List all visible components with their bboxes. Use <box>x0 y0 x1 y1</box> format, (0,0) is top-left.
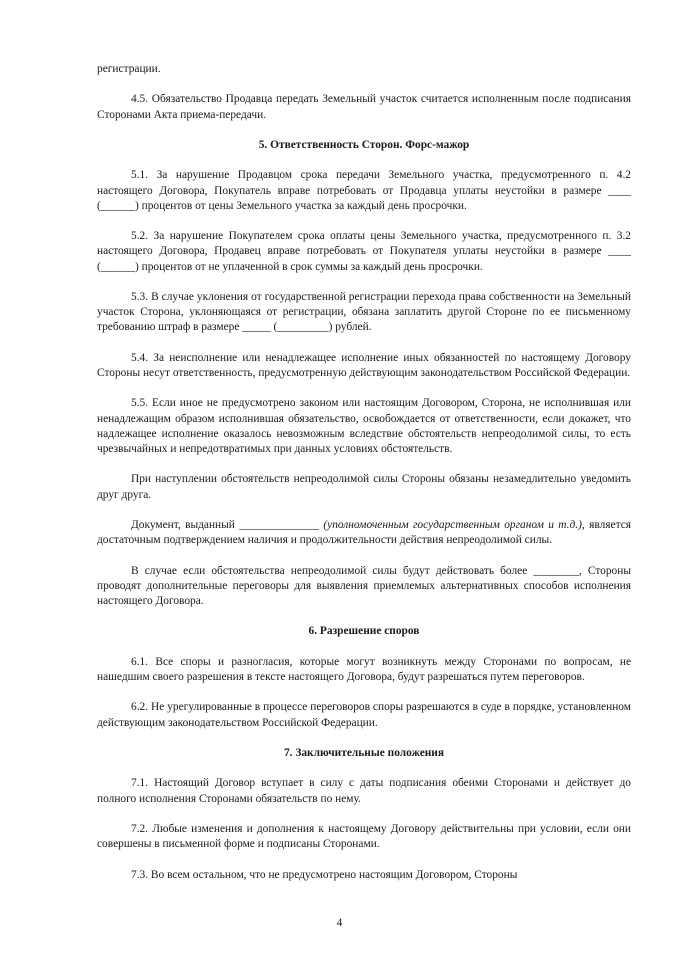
paragraph-5-4: 5.4. За неисполнение или ненадлежащее исполнение иных обязанностей по настоящему Договору Стороны несут ответственность, предусмотренную действующим законодательством Российской Федерации. <box>97 351 631 379</box>
paragraph-7-1: 7.1. Настоящий Договор вступает в силу с даты подписания обеими Сторонами и действует до полного исполнения Сторонами обязательств по нему. <box>97 777 631 805</box>
paragraph-7-2: 7.2. Любые изменения и дополнения к настоящему Договору действительны при условии, если они совершены в письменной форме и подписаны Сторонами. <box>97 822 631 851</box>
paragraph-7-3: 7.3. Во всем остальном, что не предусмотрено настоящим Договором, Стороны <box>131 868 518 881</box>
paragraph-5-2: 5.2. За нарушение Покупателем срока оплаты цены Земельного участка, предусмотренного п. 3.2 настоящего Договора, Продавец вправе потребовать от Покупателя уплаты неустойки в размере ____ (______) процентов от не уплаченной в срок суммы за каждый день просрочки. <box>97 230 631 273</box>
paragraph-6-2: 6.2. Не урегулированные в процессе переговоров споры разрешаются в суде в порядке, установленном действующим законодательством Российской Федерации. <box>97 701 631 729</box>
paragraph-4-5: 4.5. Обязательство Продавца передать Земельный участок считается исполненным после подписания Сторонами Акта приема-передачи. <box>97 93 631 121</box>
section-7-title: 7. Заключительные положения <box>283 746 445 759</box>
document-confirmation-text: является достаточным подтверждением наличия и продолжительности действия непреодолимой силы. <box>97 518 631 547</box>
paragraph-6-1: 6.1. Все споры и разногласия, которые могут возникнуть между Сторонами по вопросам, не нашедшим своего разрешения в тексте настоящего Договора, будут разрешаться путем переговоров. <box>97 655 631 683</box>
paragraph-force-majeure-notice: При наступлении обстоятельств непреодолимой силы Стороны обязаны незамедлительно уведомить друг друга. <box>97 473 631 501</box>
document-body <box>97 62 631 883</box>
paragraph-5-3: 5.3. В случае уклонения от государственной регистрации перехода права собственности на Земельный участок Сторона, уклоняющаяся от регистрации, обязана заплатить другой Стороне по ее письменному требованию штраф в размере _____ (_________) рублей. <box>97 290 631 334</box>
document-issued-text: Документ, выданный ______________ <box>131 518 324 531</box>
paragraph-continuation: регистрации. <box>97 63 161 75</box>
section-6-title: 6. Разрешение споров <box>308 625 420 638</box>
paragraph-5-5: 5.5. Если иное не предусмотрено законом или настоящим Договором, Сторона, не исполнившая или ненадлежащим образом исполнившая обязательство, освобождается от ответственности, если докажет, что надлежащее исполнение оказалось невозможным вследствие обстоятельств непреодолимой силы, то есть чрезвычайных и непредотвратимых при данных условиях обстоятельств. <box>97 397 631 455</box>
paragraph-force-majeure-document <box>97 518 631 548</box>
document-issuer-note: (уполномоченным государственным органом и т.д.), <box>323 518 585 531</box>
page-number: 4 <box>336 917 343 929</box>
paragraph-force-majeure-duration: В случае если обстоятельства непреодолимой силы будут действовать более ________, Стороны проводят дополнительные переговоры для выявления приемлемых альтернативных способов исполнения настоящего Договора. <box>97 564 631 607</box>
paragraph-5-1: 5.1. За нарушение Продавцом срока передачи Земельного участка, предусмотренного п. 4.2 настоящего Договора, Покупатель вправе потребовать от Продавца уплаты неустойки в размере ____ (______) процентов от цены Земельного участка за каждый день просрочки. <box>97 169 631 212</box>
section-5-title: 5. Ответственность Сторон. Форс-мажор <box>258 138 470 151</box>
